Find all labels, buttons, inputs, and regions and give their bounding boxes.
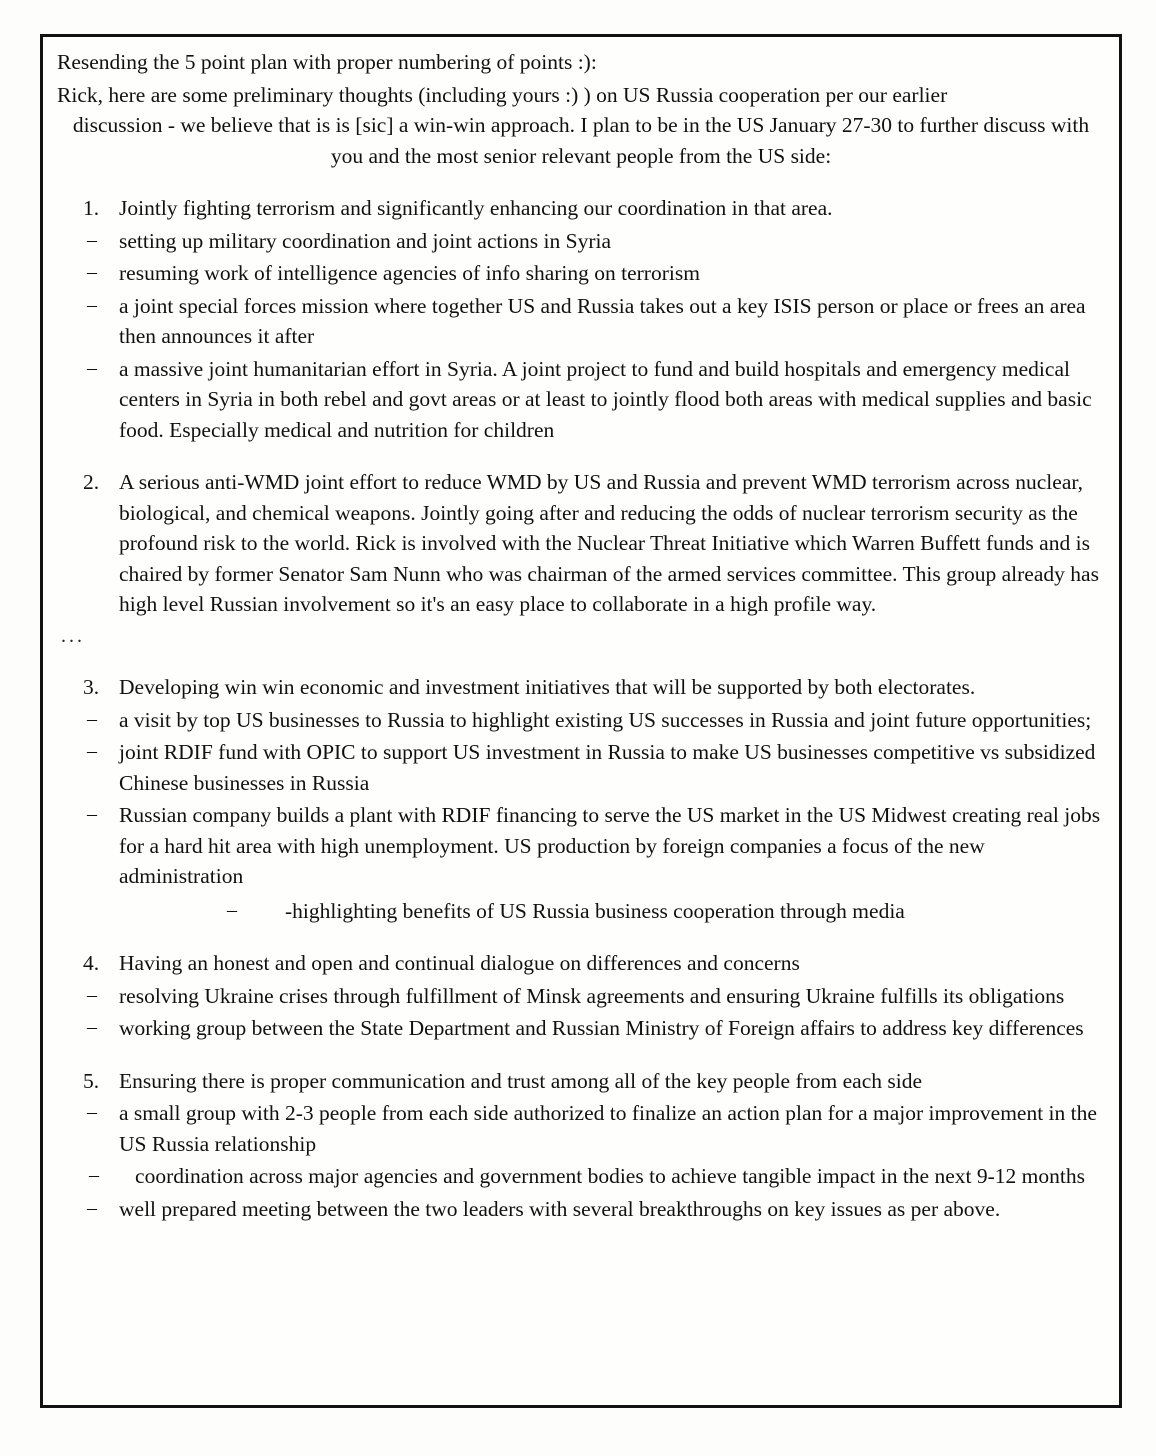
section-1-number: 1. (83, 196, 100, 221)
section-3-number: 3. (83, 675, 100, 700)
section-5-bullet-2: coordination across major agencies and government bodies to achieve tangible impact in the next 9-12 months (135, 1164, 1085, 1189)
dash-marker: – (87, 707, 97, 730)
dash-marker: – (87, 293, 97, 316)
list-item (57, 1161, 1105, 1192)
section-3-heading-row (57, 672, 1105, 703)
dash-marker: – (87, 228, 97, 251)
section-5-bullet-3: well prepared meeting between the two leaders with several breakthroughs on key issues as per above. (119, 1196, 1001, 1221)
section-4-number: 4. (83, 951, 100, 976)
section-1 (57, 193, 1105, 445)
section-1-heading: Jointly fighting terrorism and significantly enhancing our coordination in that area. (119, 196, 833, 221)
intro-paragraph (57, 80, 1105, 172)
list-item (57, 800, 1105, 892)
dash-marker: – (87, 261, 97, 284)
list-item (57, 1194, 1105, 1225)
list-item (57, 354, 1105, 446)
section-4 (57, 948, 1105, 1044)
section-5-bullet-1: a small group with 2-3 people from each side authorized to finalize an action plan for a major improvement in the US Russia relationship (119, 1101, 1097, 1156)
list-item (57, 258, 1105, 289)
list-item (57, 1013, 1105, 1044)
dash-marker: – (87, 1016, 97, 1039)
section-3-subbullet: -highlighting benefits of US Russia business cooperation through media (285, 898, 905, 923)
intro-paragraph-rest: discussion - we believe that is is [sic] a win-win approach. I plan to be in the US January 27-30 to further discuss with you and the most senior relevant people from the US side: (72, 113, 1090, 168)
document-frame (40, 34, 1122, 1408)
list-item (57, 705, 1105, 736)
document-body (57, 47, 1105, 1397)
dash-marker: – (227, 898, 237, 921)
section-3-bullet-2: joint RDIF fund with OPIC to support US investment in Russia to make US businesses competitive vs subsidized Chinese businesses in Russia (119, 740, 1096, 795)
dash-marker: – (87, 356, 97, 379)
section-5-heading: Ensuring there is proper communication and trust among all of the key people from each side (119, 1068, 923, 1093)
section-2 (57, 467, 1105, 620)
section-4-bullet-2: working group between the State Department and Russian Ministry of Foreign affairs to address key differences (119, 1016, 1084, 1041)
intro-block (57, 47, 1105, 171)
section-5-number: 5. (83, 1068, 100, 1093)
section-2-heading: A serious anti-WMD joint effort to reduce WMD by US and Russia and prevent WMD terrorism across nuclear, biological, and chemical weapons. Jointly going after and reducing the odds of nuclear terrorism security as the profound risk to the world. Rick is involved with the Nuclear Threat Initiative which Warren Buffett funds and is chaired by former Senator Sam Nunn who was chairman of the armed services committee. This group already has high level Russian involvement so it's an easy place to collaborate in a high profile way. (119, 470, 1099, 617)
section-2-number: 2. (83, 470, 100, 495)
dash-marker: – (87, 803, 97, 826)
list-item (57, 291, 1105, 352)
section-4-heading: Having an honest and open and continual dialogue on differences and concerns (119, 951, 800, 976)
intro-paragraph-first-line: Rick, here are some preliminary thoughts (including yours :) ) on US Russia cooperation per our earlier (57, 82, 948, 107)
section-3-heading: Developing win win economic and investment initiatives that will be supported by both electorates. (119, 675, 976, 700)
section-5-heading-row (57, 1066, 1105, 1097)
list-item (57, 737, 1105, 798)
dash-marker: – (87, 1196, 97, 1219)
dash-marker: – (89, 1164, 99, 1187)
list-item (57, 981, 1105, 1012)
dash-marker: – (87, 983, 97, 1006)
list-item (57, 226, 1105, 257)
section-5 (57, 1066, 1105, 1225)
section-1-bullet-2: resuming work of intelligence agencies of info sharing on terrorism (119, 261, 700, 286)
section-2-heading-row (57, 467, 1105, 620)
section-3 (57, 672, 1105, 926)
section-4-bullet-1: resolving Ukraine crises through fulfillment of Minsk agreements and ensuring Ukraine fulfills its obligations (119, 983, 1065, 1008)
section-4-heading-row (57, 948, 1105, 979)
list-item-nested (57, 896, 1105, 927)
section-1-bullet-3: a joint special forces mission where together US and Russia takes out a key ISIS person or place or frees an area then announces it after (119, 293, 1086, 349)
section-1-bullet-4: a massive joint humanitarian effort in Syria. A joint project to fund and build hospitals and emergency medical centers in Syria in both rebel and govt areas or at least to jointly flood both areas with medical supplies and basic food. Especially medical and nutrition for children (119, 356, 1092, 442)
section-1-heading-row (57, 193, 1105, 224)
dash-marker: – (87, 740, 97, 763)
section-3-bullet-3: Russian company builds a plant with RDIF financing to serve the US market in the US Midwest creating real jobs for a hard hit area with high unemployment. US production by foreign companies a focus of the new administration (119, 803, 1101, 889)
intro-line-1: Resending the 5 point plan with proper numbering of points :): (57, 50, 597, 74)
list-item (57, 1098, 1105, 1159)
dash-marker: – (87, 1101, 97, 1124)
section-3-bullet-1: a visit by top US businesses to Russia to highlight existing US successes in Russia and joint future opportunities; (119, 707, 1092, 732)
ellipsis-marker: ... (61, 624, 85, 647)
section-1-bullet-1: setting up military coordination and joint actions in Syria (119, 228, 612, 253)
